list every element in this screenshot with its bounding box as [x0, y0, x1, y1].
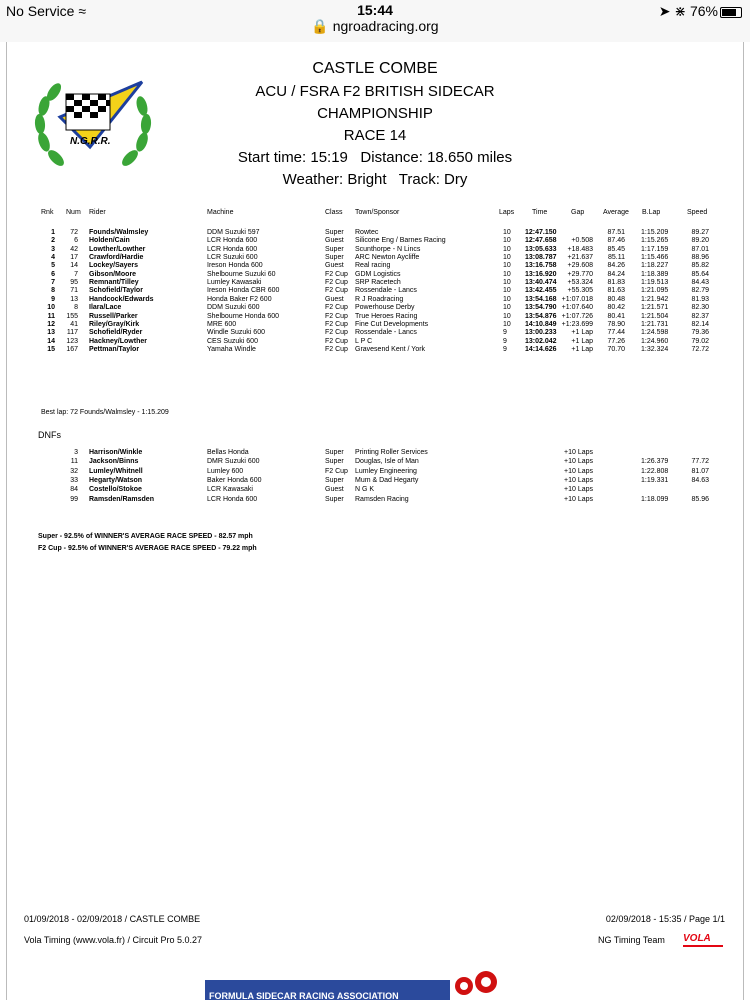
cell-rank: 9: [51, 295, 55, 303]
cell-machine: Windle Suzuki 600: [207, 329, 265, 337]
cell-time: 13:05.633: [525, 245, 557, 253]
col-num: Num: [66, 209, 81, 216]
cell-best-lap: 1:18.389: [641, 270, 669, 278]
cell-number: 72: [70, 229, 78, 236]
cell-number: 123: [66, 337, 78, 345]
cell-rank: 7: [51, 279, 55, 287]
cell-machine: LCR Honda 600: [207, 245, 258, 253]
cell-rank: 8: [51, 287, 55, 295]
cell-town-sponsor: Mum & Dad Hegarty: [355, 476, 419, 484]
cell-class: Guest: [325, 262, 344, 270]
cell-speed: 85.82: [691, 262, 709, 270]
cell-number: 41: [70, 320, 78, 328]
footer-timing: Vola Timing (www.vola.fr) / Circuit Pro 5.0.27: [24, 935, 203, 945]
cell-class: F2 Cup: [325, 270, 348, 278]
cell-gap: +1:23.699: [561, 320, 593, 328]
cell-rank: 6: [51, 270, 55, 278]
cell-rider: Costello/Stokoe: [89, 486, 142, 494]
cell-gap: +1:07.726: [561, 312, 593, 320]
cell-gap: +55.305: [567, 287, 593, 295]
cell-time: 14:10.849: [525, 320, 557, 328]
col-average: Average: [603, 209, 629, 216]
cell-rider: Russell/Parker: [89, 312, 138, 320]
cell-time: 13:00.233: [525, 329, 557, 337]
cell-laps: 10: [503, 237, 511, 245]
cell-class: F2 Cup: [325, 312, 348, 320]
cell-rider: Lowther/Lowther: [89, 245, 146, 253]
cell-speed: 72.72: [691, 345, 709, 353]
table-row: [0, 346, 750, 356]
cell-machine: Baker Honda 600: [207, 476, 262, 484]
carrier-label: No Service ≈: [6, 3, 87, 19]
cell-rank: 4: [51, 254, 55, 262]
cell-best-lap: 1:21.942: [641, 295, 669, 303]
cell-town-sponsor: Powerhouse Derby: [355, 304, 415, 312]
cell-town-sponsor: Printing Roller Services: [355, 449, 428, 456]
cell-average: 70.70: [607, 345, 625, 353]
cell-rider: Schofield/Ryder: [89, 329, 143, 337]
cell-gap: +29.608: [567, 262, 593, 270]
cell-town-sponsor: Rossendale - Lancs: [355, 329, 417, 337]
cell-best-lap: 1:21.095: [641, 287, 669, 295]
cell-laps: 10: [503, 229, 511, 236]
cell-best-lap: 1:32.324: [641, 345, 669, 353]
cell-rank: 12: [47, 320, 55, 328]
cell-town-sponsor: Lumley Engineering: [355, 467, 417, 475]
cell-class: Super: [325, 245, 344, 253]
cell-average: 80.42: [607, 304, 625, 312]
col-class: Class: [325, 209, 343, 216]
cell-average: 87.46: [607, 237, 625, 245]
cell-speed: 82.79: [691, 287, 709, 295]
footer-date-venue: 01/09/2018 - 02/09/2018 / CASTLE COMBE: [24, 914, 201, 924]
cell-laps: 10: [503, 270, 511, 278]
cell-rider: Lockey/Sayers: [89, 262, 139, 270]
cell-speed: 88.96: [691, 254, 709, 262]
cell-town-sponsor: Silicone Eng / Barnes Racing: [355, 237, 446, 245]
cell-rider: Founds/Walmsley: [89, 229, 149, 236]
cell-gap: +10 Laps: [564, 495, 593, 503]
cell-rider: Harrison/Winkle: [89, 449, 143, 456]
cell-machine: Lumley 600: [207, 467, 244, 475]
cell-class: Super: [325, 458, 344, 466]
cell-machine: LCR Honda 600: [207, 495, 258, 503]
cell-number: 42: [70, 245, 78, 253]
cell-rider: Schofield/Taylor: [89, 287, 143, 295]
cell-rider: Ilara/Lace: [89, 304, 122, 312]
cell-gap: +0.508: [571, 237, 593, 245]
cell-class: Guest: [325, 295, 344, 303]
cell-rider: Hegarty/Watson: [89, 476, 143, 484]
cell-time: 13:08.787: [525, 254, 557, 262]
cell-rider: Gibson/Moore: [89, 270, 137, 278]
cell-number: 8: [74, 304, 78, 312]
cell-gap: +29.770: [567, 270, 593, 278]
cell-rank: 13: [47, 329, 55, 337]
cell-town-sponsor: GDM Logistics: [355, 270, 401, 278]
cell-laps: 10: [503, 245, 511, 253]
cell-best-lap: 1:21.504: [641, 312, 669, 320]
cell-speed: 89.27: [691, 229, 709, 236]
cell-number: 95: [70, 279, 78, 287]
cell-gap: +10 Laps: [564, 486, 593, 494]
col-town: Town/Sponsor: [355, 209, 400, 216]
col-time: Time: [532, 209, 548, 216]
cell-town-sponsor: Gravesend Kent / York: [355, 345, 426, 353]
col-laps: Laps: [499, 209, 515, 216]
cell-rank: 1: [51, 229, 55, 236]
cell-gap: +10 Laps: [564, 467, 593, 475]
cell-best-lap: 1:21.571: [641, 304, 669, 312]
cell-number: 117: [66, 329, 78, 337]
cell-speed: 85.96: [691, 495, 709, 503]
cell-average: 85.45: [607, 245, 625, 253]
cell-time: 13:42.455: [525, 287, 557, 295]
cell-machine: LCR Honda 600: [207, 237, 258, 245]
cell-town-sponsor: Fine Cut Developments: [355, 320, 429, 328]
cell-gap: +1 Lap: [571, 345, 593, 353]
cell-town-sponsor: Rossendale - Lancs: [355, 287, 417, 295]
cell-gap: +18.483: [567, 245, 593, 253]
cell-rank: 5: [51, 262, 55, 270]
cell-best-lap: 1:18.227: [641, 262, 669, 270]
col-blap: B.Lap: [642, 209, 661, 216]
cell-time: 13:02.042: [525, 337, 557, 345]
cell-rank: 3: [51, 245, 55, 253]
cell-laps: 10: [503, 320, 511, 328]
cell-rider: Jackson/Binns: [89, 458, 139, 466]
cell-average: 85.11: [608, 254, 625, 262]
bluetooth-icon: ⋇: [674, 3, 687, 19]
cell-average: 87.51: [607, 229, 625, 236]
cell-rank: 14: [47, 337, 55, 345]
cell-town-sponsor: N G K: [355, 486, 375, 494]
best-lap: Best lap: 72 Founds/Walmsley - 1:15.209: [41, 409, 169, 416]
cell-rank: 2: [51, 237, 55, 245]
cell-rank: 15: [47, 345, 55, 353]
cell-town-sponsor: Douglas, Isle of Man: [355, 458, 419, 466]
super-note: Super - 92.5% of WINNER'S AVERAGE RACE SPEED - 82.57 mph: [38, 533, 253, 540]
cell-laps: 10: [503, 254, 511, 262]
cell-best-lap: 1:24.598: [641, 329, 669, 337]
cell-rider: Hackney/Lowther: [89, 337, 147, 345]
cell-laps: 10: [503, 295, 511, 303]
cell-class: F2 Cup: [325, 467, 348, 475]
cell-number: 13: [70, 295, 78, 303]
cell-best-lap: 1:19.331: [641, 476, 669, 484]
cell-laps: 9: [503, 337, 507, 345]
cell-gap: +1:07.018: [561, 295, 593, 303]
cell-speed: 82.14: [691, 320, 709, 328]
cell-gap: +53.324: [567, 279, 593, 287]
cell-laps: 9: [503, 329, 507, 337]
wifi-icon: ≈: [78, 3, 87, 19]
vola-logo: VOLA: [683, 933, 711, 944]
cell-rider: Pettman/Taylor: [89, 345, 140, 353]
url-text: ngroadracing.org: [332, 18, 439, 34]
cell-machine: DMR Suzuki 600: [207, 458, 260, 466]
sidecar-icon: [450, 968, 510, 1000]
cell-number: 99: [70, 495, 78, 503]
cell-average: 81.83: [607, 279, 625, 287]
cell-best-lap: 1:19.513: [641, 279, 669, 287]
cell-gap: +10 Laps: [564, 476, 593, 484]
cell-class: Super: [325, 495, 344, 503]
cell-best-lap: 1:15.466: [641, 254, 669, 262]
cell-gap: +1:07.640: [561, 304, 593, 312]
dnf-row: [0, 496, 750, 506]
cell-time: 13:40.474: [525, 279, 557, 287]
cell-town-sponsor: SRP Racetech: [355, 279, 401, 287]
cell-best-lap: 1:24.960: [641, 337, 669, 345]
cell-town-sponsor: Real racing: [355, 262, 391, 270]
cell-town-sponsor: Ramsden Racing: [355, 495, 409, 503]
battery-percent: 76%: [689, 3, 718, 19]
cell-machine: LCR Kawasaki: [207, 486, 253, 494]
col-machine: Machine: [207, 209, 234, 216]
cell-time: 13:54.168: [525, 295, 557, 303]
cell-rider: Riley/Gray/Kirk: [89, 320, 140, 328]
lock-icon: 🔒: [311, 18, 329, 34]
cell-machine: Lumley Kawasaki: [207, 279, 262, 287]
cell-number: 7: [74, 270, 78, 278]
cell-time: 13:16.758: [525, 262, 557, 270]
cell-rider: Lumley/Whitnell: [89, 467, 143, 475]
url-bar[interactable]: [0, 18, 750, 35]
clock: 15:44: [357, 2, 393, 18]
logo-text: N.G.R.R.: [70, 136, 111, 147]
cell-class: F2 Cup: [325, 287, 348, 295]
ngrr-logo: [30, 72, 156, 180]
cell-rider: Handcock/Edwards: [89, 295, 154, 303]
footer-team: NG Timing Team: [598, 935, 665, 945]
status-bar: [0, 0, 750, 42]
cell-class: Super: [325, 476, 344, 484]
cell-speed: 79.02: [691, 337, 709, 345]
cell-machine: DDM Suzuki 600: [207, 304, 260, 312]
cell-rider: Remnant/Tilley: [89, 279, 139, 287]
cell-average: 84.24: [607, 270, 625, 278]
cell-town-sponsor: True Heroes Racing: [355, 312, 418, 320]
cell-rank: 10: [47, 304, 55, 312]
cell-class: F2 Cup: [325, 304, 348, 312]
cell-machine: DDM Suzuki 597: [207, 229, 260, 236]
cell-number: 14: [70, 262, 78, 270]
cell-laps: 10: [503, 279, 511, 287]
cell-laps: 10: [503, 304, 511, 312]
cell-number: 155: [66, 312, 78, 320]
cell-laps: 10: [503, 287, 511, 295]
cell-class: Guest: [325, 486, 344, 494]
cell-machine: MRE 600: [207, 320, 237, 328]
cell-time: 13:16.920: [525, 270, 557, 278]
cell-class: Super: [325, 254, 344, 262]
start-distance: Start time: 15:19 Distance: 18.650 miles: [237, 149, 513, 166]
event-title: CASTLE COMBE: [312, 60, 438, 77]
cell-machine: LCR Suzuki 600: [207, 254, 258, 262]
cell-best-lap: 1:15.209: [641, 229, 669, 236]
cell-rank: 11: [47, 312, 55, 320]
cell-machine: Shelbourne Suzuki 60: [207, 270, 276, 278]
cell-town-sponsor: Rowtec: [355, 229, 379, 236]
battery-icon: [720, 7, 742, 18]
cell-best-lap: 1:21.731: [641, 320, 669, 328]
cell-class: F2 Cup: [325, 329, 348, 337]
cell-average: 77.44: [607, 329, 625, 337]
cell-class: F2 Cup: [325, 279, 348, 287]
cell-number: 3: [74, 449, 78, 456]
col-rnk: Rnk: [41, 209, 54, 216]
cell-class: Super: [325, 229, 344, 236]
cell-best-lap: 1:15.265: [641, 237, 669, 245]
cell-laps: 10: [503, 262, 511, 270]
cell-class: Guest: [325, 237, 344, 245]
weather-track: Weather: Bright Track: Dry: [282, 171, 468, 188]
cell-speed: 85.64: [691, 270, 709, 278]
cell-number: 33: [70, 476, 78, 484]
cell-best-lap: 1:18.099: [641, 495, 669, 503]
cell-town-sponsor: R J Roadracing: [355, 295, 404, 303]
championship-line1: ACU / FSRA F2 BRITISH SIDECAR: [255, 83, 495, 100]
cell-speed: 77.72: [691, 458, 709, 466]
f2-note: F2 Cup - 92.5% of WINNER'S AVERAGE RACE SPEED - 79.22 mph: [38, 545, 257, 552]
cell-number: 84: [70, 486, 78, 494]
cell-machine: Ireson Honda 600: [207, 262, 263, 270]
cell-speed: 84.43: [691, 279, 709, 287]
cell-class: Super: [325, 449, 344, 456]
cell-average: 81.63: [607, 287, 625, 295]
cell-rider: Ramsden/Ramsden: [89, 495, 154, 503]
championship-line2: CHAMPIONSHIP: [317, 105, 433, 122]
col-gap: Gap: [571, 209, 585, 216]
cell-machine: Honda Baker F2 600: [207, 295, 272, 303]
cell-best-lap: 1:26.379: [641, 458, 669, 466]
col-rider: Rider: [89, 209, 106, 216]
cell-machine: Ireson Honda CBR 600: [207, 287, 280, 295]
cell-speed: 89.20: [691, 237, 709, 245]
cell-number: 71: [70, 287, 78, 295]
cell-best-lap: 1:22.808: [641, 467, 669, 475]
cell-gap: +21.637: [567, 254, 593, 262]
race-number: RACE 14: [343, 127, 407, 144]
cell-town-sponsor: Scunthorpe - N Lincs: [355, 245, 421, 253]
cell-gap: +1 Lap: [571, 337, 593, 345]
cell-number: 17: [70, 254, 78, 262]
cell-speed: 82.30: [691, 304, 709, 312]
cell-town-sponsor: L P C: [355, 337, 373, 345]
cell-machine: CES Suzuki 600: [207, 337, 258, 345]
cell-average: 78.90: [607, 320, 625, 328]
cell-average: 80.41: [607, 312, 625, 320]
cell-machine: Yamaha Windle: [207, 345, 256, 353]
cell-time: 13:54.790: [525, 304, 557, 312]
cell-average: 77.26: [607, 337, 625, 345]
cell-average: 84.26: [607, 262, 625, 270]
cell-machine: Bellas Honda: [207, 449, 249, 456]
cell-best-lap: 1:17.159: [641, 245, 669, 253]
col-speed: Speed: [687, 209, 708, 216]
location-icon: ➤: [658, 3, 671, 19]
cell-number: 11: [70, 458, 78, 466]
cell-gap: +10 Laps: [564, 458, 593, 466]
footer-page: 02/09/2018 - 15:35 / Page 1/1: [605, 914, 725, 924]
cell-speed: 87.01: [691, 245, 709, 253]
cell-time: 12:47.150: [525, 229, 557, 236]
cell-speed: 79.36: [691, 329, 709, 337]
cell-gap: +1 Lap: [571, 329, 593, 337]
cell-class: F2 Cup: [325, 337, 348, 345]
cell-speed: 81.07: [691, 467, 709, 475]
fsra-banner: FORMULA SIDECAR RACING ASSOCIATION: [205, 980, 450, 1000]
cell-time: 14:14.626: [525, 345, 557, 353]
dnf-title: DNFs: [38, 430, 61, 440]
cell-number: 6: [74, 237, 78, 245]
cell-number: 32: [70, 467, 78, 475]
cell-laps: 10: [503, 312, 511, 320]
cell-gap: +10 Laps: [564, 449, 593, 456]
cell-class: F2 Cup: [325, 345, 348, 353]
status-right: [659, 3, 742, 20]
cell-speed: 82.37: [691, 312, 709, 320]
cell-speed: 84.63: [691, 476, 709, 484]
cell-class: F2 Cup: [325, 320, 348, 328]
cell-laps: 9: [503, 345, 507, 353]
cell-rider: Holden/Cain: [89, 237, 130, 245]
cell-number: 167: [66, 345, 78, 353]
cell-machine: Shelbourne Honda 600: [207, 312, 280, 320]
cell-speed: 81.93: [691, 295, 709, 303]
cell-rider: Crawford/Hardie: [89, 254, 144, 262]
cell-time: 12:47.658: [525, 237, 557, 245]
cell-time: 13:54.876: [525, 312, 557, 320]
cell-average: 80.48: [607, 295, 625, 303]
cell-town-sponsor: ARC Newton Aycliffe: [355, 254, 420, 262]
